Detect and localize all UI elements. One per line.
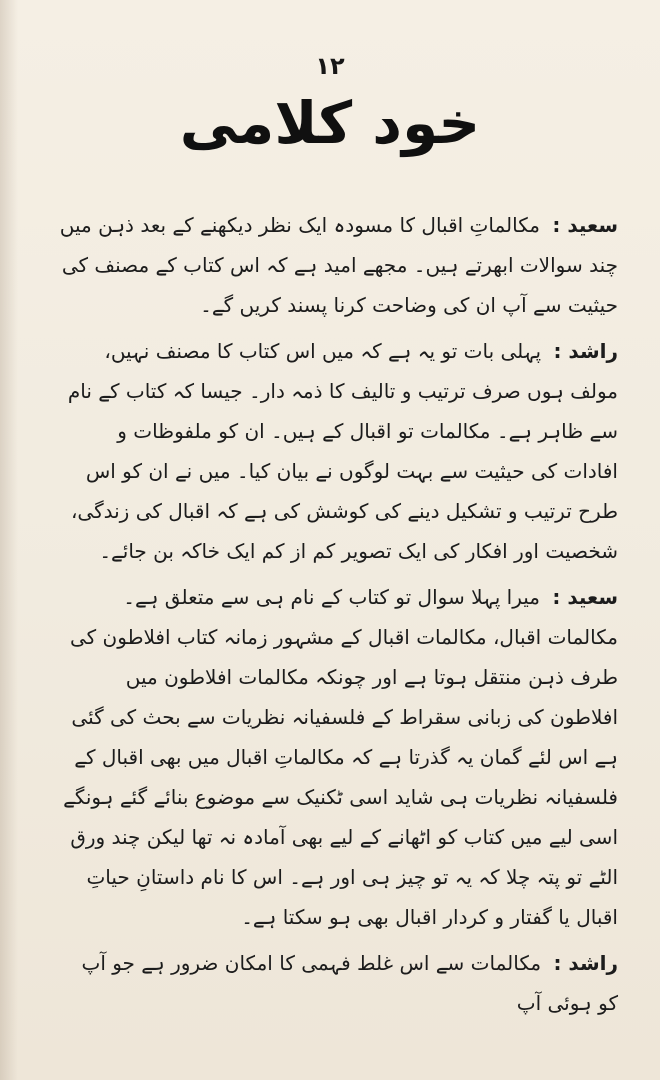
speaker-label: سعید : [552,213,618,237]
dialogue-text: میرا پہلا سوال تو کتاب کے نام ہی سے متعلق ہے۔ مکالمات اقبال، مکالمات اقبال کے مشہور زمانہ کتاب افلاطون کی طرف ذہن منتقل ہوتا ہے اور چونکہ مکالمات افلاطون میں افلاطون کی زبانی سقراط کے فلسفیانہ نظریات سے بحث کی گئی ہے اس لئے گمان یہ گذرتا ہے کہ مکالماتِ اقبال میں بھی اقبال کے فلسفیانہ نظریات ہی شاید اسی ٹکنیک سے موضوع بنائے گئے ہونگے اسی لیے میں کتاب کو اٹھانے کے لیے بھی آمادہ نہ تھا لیکن چند ورق الٹے تو پتہ چلا کہ یہ تو چیز ہی اور ہے۔ اس کا نام داستانِ حیاتِ اقبال یا گفتار و کردار اقبال بھی ہو سکتا ہے۔ [63,585,618,929]
speaker-label: راشد : [553,951,618,975]
speaker-label: سعید : [552,585,618,609]
dialogue-text: مکالماتِ اقبال کا مسودہ ایک نظر دیکھنے کے بعد ذہن میں چند سوالات ابھرتے ہیں۔ مجھے امید ہے کہ اس کتاب کے مصنف کی حیثیت سے آپ ان کی وضاحت کرنا پسند کریں گے۔ [59,213,618,317]
dialogue-body [58,205,618,1029]
chapter-title: خود کلامی [179,89,481,157]
dialogue-paragraph [58,205,618,325]
speaker-label: راشد : [553,339,618,363]
dialogue-paragraph [58,943,618,1023]
dialogue-text: مکالمات سے اس غلط فہمی کا امکان ضرور ہے جو آپ کو ہوئی آپ [81,951,618,1015]
page-number: ۱۲ [315,52,345,80]
dialogue-paragraph [58,331,618,571]
dialogue-text: پہلی بات تو یہ ہے کہ میں اس کتاب کا مصنف نہیں، مولف ہوں صرف ترتیب و تالیف کا ذمہ دار۔ جیسا کہ کتاب کے نام سے ظاہر ہے۔ مکالمات تو اقبال کے ہیں۔ ان کو ملفوظات و افادات کی حیثیت سے بہت لوگوں نے بیان کیا۔ میں نے ان کو اس طرح ترتیب و تشکیل دینے کی کوشش کی ہے کہ اقبال کی زندگی، شخصیت اور افکار کی ایک تصویر کم از کم ایک خاکہ بن جائے۔ [67,339,618,563]
dialogue-paragraph [58,577,618,937]
page-gutter-shadow [0,0,18,1080]
